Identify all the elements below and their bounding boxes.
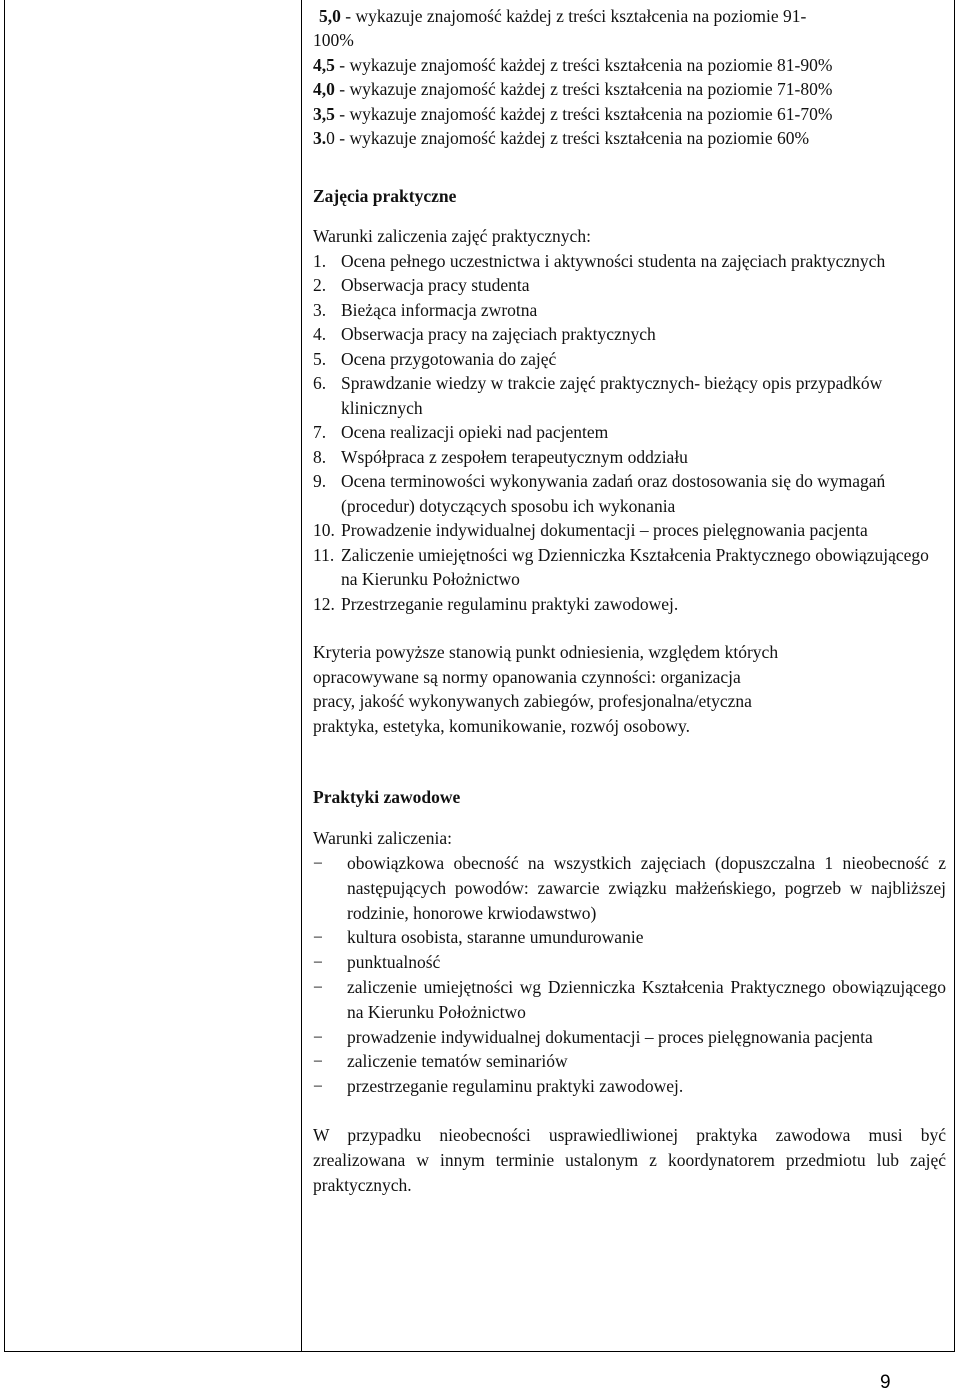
item-text: punktualność	[347, 952, 441, 973]
list-item	[313, 347, 946, 372]
grade-line	[313, 126, 946, 150]
item-text: Ocena terminowości wykonywania zadań oraz dostosowania się do wymagań (procedur) dotyczących sposobu ich wykonania	[341, 471, 886, 516]
item-text: zaliczenie umiejętności wg Dzienniczka Kształcenia Praktycznego obowiązującego na Kierunku Położnictwo	[347, 976, 946, 1022]
page-number: 9	[880, 1372, 891, 1393]
item-text: przestrzeganie regulaminu praktyki zawodowej.	[347, 1076, 684, 1097]
item-text: Ocena realizacji opieki nad pacjentem	[341, 422, 609, 443]
list-item	[313, 851, 946, 925]
item-text: kultura osobista, staranne umundurowanie	[347, 927, 644, 948]
list-item	[313, 322, 946, 347]
criteria-line: Kryteria powyższe stanowią punkt odniesienia, względem których	[313, 642, 779, 663]
criteria-paragraph	[313, 640, 946, 738]
list-item	[313, 420, 946, 445]
list-item	[313, 543, 946, 592]
grade-text-continuation: 100%	[313, 30, 354, 51]
item-number: 6.	[313, 373, 327, 394]
content-cell	[313, 4, 946, 1197]
item-text: Współpraca z zespołem terapeutycznym oddziału	[341, 446, 688, 467]
professional-heading: Praktyki zawodowe	[313, 787, 461, 808]
grade-text: - wykazuje znajomość każdej z treści kształcenia na poziomie 61-70%	[334, 103, 833, 124]
absence-note: W przypadku nieobecności usprawiedliwionej praktyka zawodowa musi być zrealizowana w innym terminie ustalonym z koordynatorem przedmiotu lub zajęć praktycznych.	[313, 1124, 946, 1195]
list-item	[313, 950, 946, 975]
list-item	[313, 925, 946, 950]
grade-value: 4,5	[313, 54, 335, 75]
criteria-line: pracy, jakość wykonywanych zabiegów, profesjonalna/etyczna	[313, 691, 752, 712]
grade-text: - wykazuje znajomość każdej z treści kształcenia na poziomie 60%	[334, 128, 810, 149]
list-item	[313, 249, 946, 274]
item-text: obowiązkowa obecność na wszystkich zajęciach (dopuszczalna 1 nieobecność z następujących powodów: zawarcie związku małżeńskiego, pogrzeb w najbliższej rodzinie, honorowe krwiodawstwo)	[347, 852, 946, 923]
item-number: 12.	[313, 593, 335, 614]
dash-bullet: −	[313, 1051, 323, 1072]
grade-line	[313, 53, 946, 77]
grade-value: 4,0	[313, 79, 335, 100]
item-number: 3.	[313, 299, 327, 320]
dash-bullet: −	[313, 852, 323, 873]
grade-line	[313, 4, 946, 28]
item-number: 7.	[313, 422, 327, 443]
item-number: 1.	[313, 250, 327, 271]
grade-text: - wykazuje znajomość każdej z treści kształcenia na poziomie 81-90%	[334, 54, 833, 75]
practical-conditions-label: Warunki zaliczenia zajęć praktycznych:	[313, 226, 591, 247]
item-number: 11.	[313, 544, 335, 565]
dash-bullet: −	[313, 976, 323, 997]
grade-line	[313, 102, 946, 126]
professional-conditions-label: Warunki zaliczenia:	[313, 828, 453, 849]
item-number: 5.	[313, 348, 327, 369]
item-text: Przestrzeganie regulaminu praktyki zawodowej.	[341, 593, 679, 614]
grade-value: 5,0	[319, 6, 341, 26]
item-text: prowadzenie indywidualnej dokumentacji – proces pielęgnowania pacjenta	[347, 1026, 873, 1047]
item-text: Obserwacja pracy na zajęciach praktycznych	[341, 324, 656, 345]
item-text: Bieżąca informacja zwrotna	[341, 299, 538, 320]
list-item	[313, 518, 946, 543]
list-item	[313, 592, 946, 617]
list-item	[313, 298, 946, 323]
item-text: Obserwacja pracy studenta	[341, 275, 530, 296]
professional-conditions-list	[313, 851, 946, 1099]
practical-conditions-list	[313, 249, 946, 617]
list-item	[313, 1074, 946, 1099]
dash-bullet: −	[313, 927, 323, 948]
list-item	[313, 1025, 946, 1050]
grade-line-continuation	[313, 28, 946, 52]
list-item	[313, 1049, 946, 1074]
grade-value: 3.	[313, 128, 327, 149]
dash-bullet: −	[313, 952, 323, 973]
item-number: 9.	[313, 471, 327, 492]
item-text: zaliczenie tematów seminariów	[347, 1051, 568, 1072]
item-number: 4.	[313, 324, 327, 345]
dash-bullet: −	[313, 1026, 323, 1047]
list-item	[313, 273, 946, 298]
list-item	[313, 445, 946, 470]
item-number: 8.	[313, 446, 327, 467]
item-text: Ocena przygotowania do zajęć	[341, 348, 557, 369]
grade-line	[313, 77, 946, 101]
item-text: Ocena pełnego uczestnictwa i aktywności studenta na zajęciach praktycznych	[341, 250, 886, 271]
list-item	[313, 469, 946, 518]
item-text: Prowadzenie indywidualnej dokumentacji – proces pielęgnowania pacjenta	[341, 520, 868, 541]
practical-heading: Zajęcia praktyczne	[313, 186, 457, 207]
grade-value: 3,5	[313, 103, 335, 124]
item-number: 10.	[313, 520, 335, 541]
item-text: Sprawdzanie wiedzy w trakcie zajęć praktycznych- bieżący opis przypadków klinicznych	[341, 373, 883, 418]
list-item	[313, 975, 946, 1025]
list-item	[313, 371, 946, 420]
criteria-line: opracowywane są normy opanowania czynności: organizacja	[313, 666, 741, 687]
table-column-divider	[301, 0, 302, 1351]
criteria-line: praktyka, estetyka, komunikowanie, rozwój osobowy.	[313, 715, 690, 736]
grade-text: - wykazuje znajomość każdej z treści kształcenia na poziomie 91-	[340, 6, 807, 26]
item-number: 2.	[313, 275, 327, 296]
dash-bullet: −	[313, 1076, 323, 1097]
grade-value-rest: 0	[326, 128, 335, 149]
item-text: Zaliczenie umiejętności wg Dzienniczka Kształcenia Praktycznego obowiązującego na Kierunku Położnictwo	[341, 544, 929, 590]
grading-scale	[313, 4, 946, 150]
grade-text: - wykazuje znajomość każdej z treści kształcenia na poziomie 71-80%	[334, 79, 833, 100]
